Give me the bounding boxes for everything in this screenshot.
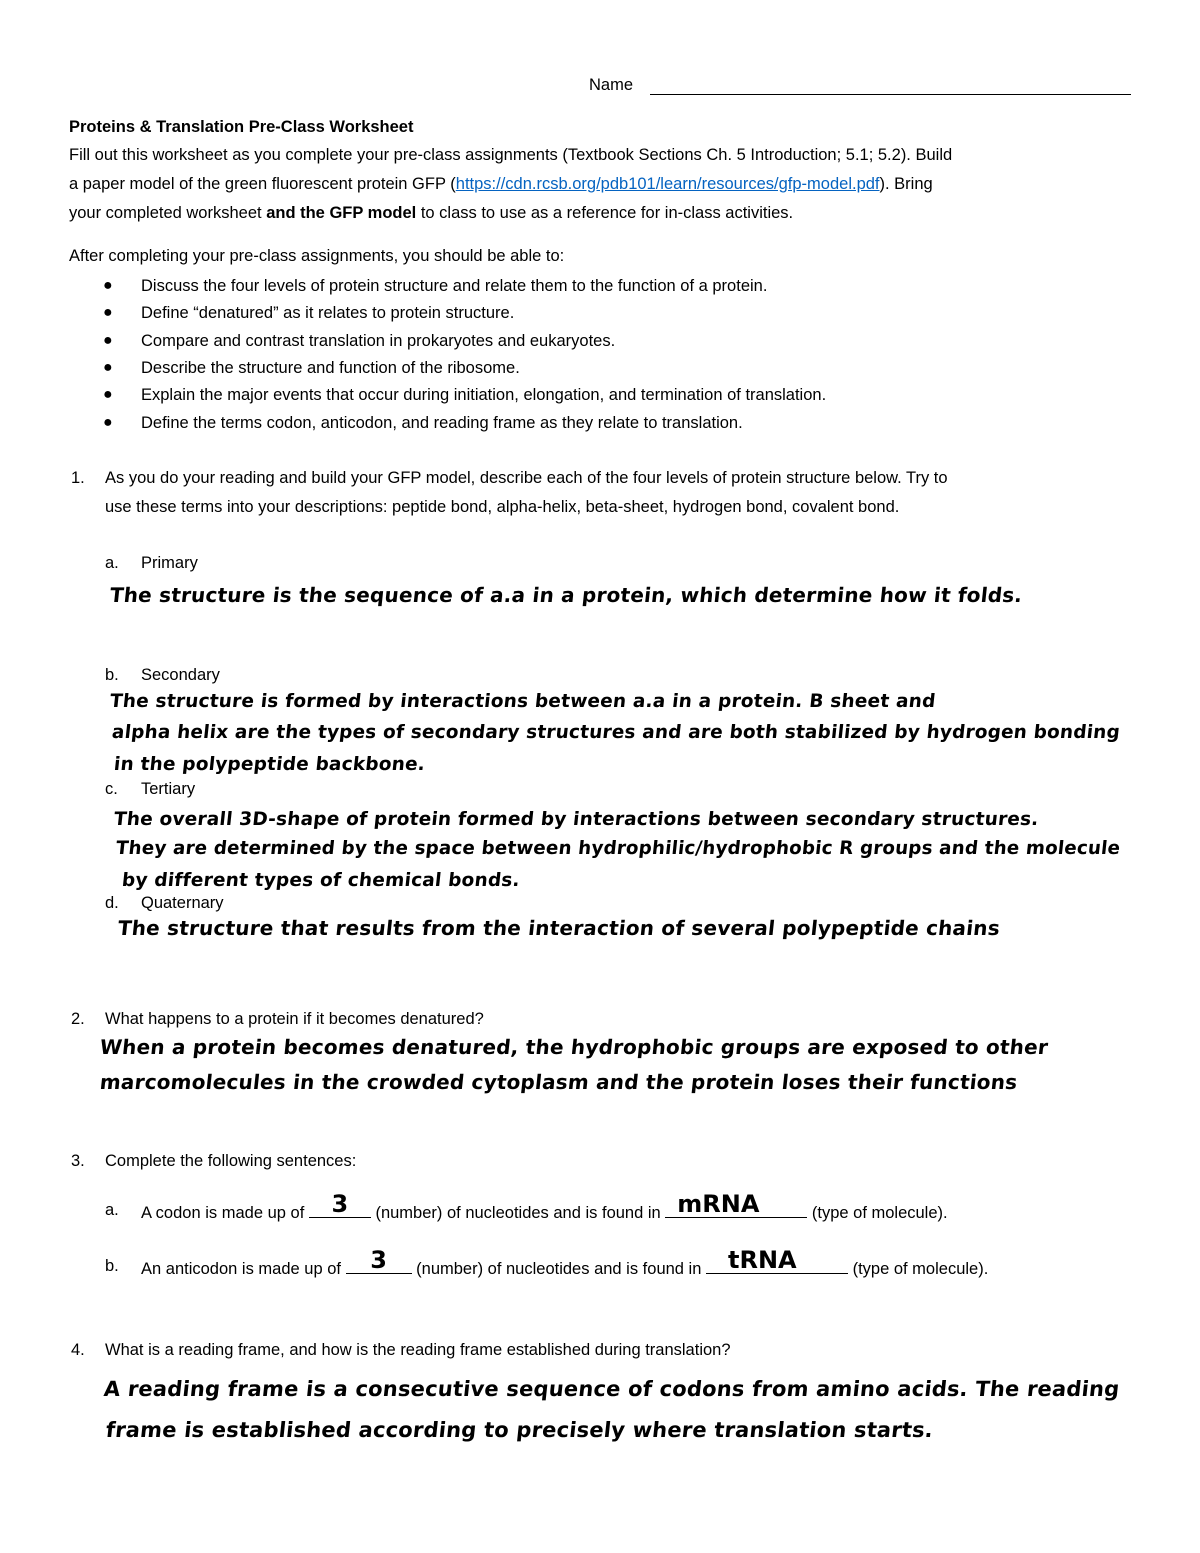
q1-prompt-line-1: As you do your reading and build your GFP model, describe each of the four levels of protein structure below. Try to bbox=[105, 469, 948, 487]
q1d-title: Quaternary bbox=[141, 894, 224, 912]
bullet-dot: ● bbox=[103, 414, 113, 431]
codon-molecule-blank[interactable] bbox=[665, 1190, 807, 1218]
objective-item: Explain the major events that occur during initiation, elongation, and termination of translation. bbox=[141, 386, 827, 404]
bullet-dot: ● bbox=[103, 386, 113, 403]
gfp-model-link[interactable]: https://cdn.rcsb.org/pdb101/learn/resources/gfp-model.pdf bbox=[455, 175, 880, 193]
q1b-answer-line-1: The structure is formed by interactions between a.a in a protein. B sheet and bbox=[108, 691, 937, 712]
intro-line-1: Fill out this worksheet as you complete your pre-class assignments (Textbook Sections Ch. 5 Introduction; 5.1; 5.2). Build bbox=[69, 146, 953, 164]
q2-answer-line-1: When a protein becomes denatured, the hydrophobic groups are exposed to other bbox=[98, 1035, 1050, 1059]
q1c-answer-line-1: The overall 3D-shape of protein formed by interactions between secondary structures. bbox=[112, 809, 1040, 830]
q1b-answer-line-3: in the polypeptide backbone. bbox=[112, 754, 427, 775]
q2-answer-line-2: marcomolecules in the crowded cytoplasm and the protein loses their functions bbox=[98, 1070, 1019, 1094]
q3b-sentence: An anticodon is made up of 3 (number) of nucleotides and is found in tRNA (type of molecule). bbox=[141, 1246, 989, 1278]
q3a-sentence: A codon is made up of 3 (number) of nucleotides and is found in mRNA (type of molecule). bbox=[141, 1190, 948, 1222]
objective-item: Describe the structure and function of the ribosome. bbox=[141, 359, 520, 377]
q1d-answer: The structure that results from the interaction of several polypeptide chains bbox=[116, 916, 1002, 940]
q1b-title: Secondary bbox=[141, 666, 220, 684]
objective-item: Define the terms codon, anticodon, and reading frame as they relate to translation. bbox=[141, 414, 743, 432]
codon-count-blank[interactable] bbox=[309, 1190, 371, 1218]
objective-item: Compare and contrast translation in prokaryotes and eukaryotes. bbox=[141, 332, 616, 350]
q1c-title: Tertiary bbox=[141, 780, 196, 798]
anticodon-count-blank[interactable] bbox=[346, 1246, 412, 1274]
q1-number: 1. bbox=[71, 469, 85, 487]
q4-answer-line-1: A reading frame is a consecutive sequence of codons from amino acids. The reading bbox=[102, 1377, 1121, 1401]
q2-number: 2. bbox=[71, 1010, 85, 1028]
q1-prompt-line-2: use these terms into your descriptions: peptide bond, alpha-helix, beta-sheet, hydrogen bond, covalent bond. bbox=[105, 498, 900, 516]
bullet-dot: ● bbox=[103, 359, 113, 376]
objective-item: Define “denatured” as it relates to protein structure. bbox=[141, 304, 515, 322]
codon-count-answer: 3 bbox=[331, 1190, 349, 1218]
q4-prompt: What is a reading frame, and how is the reading frame established during translation? bbox=[105, 1341, 731, 1359]
q2-prompt: What happens to a protein if it becomes denatured? bbox=[105, 1010, 484, 1028]
q1a-answer: The structure is the sequence of a.a in a protein, which determine how it folds. bbox=[108, 583, 1024, 607]
q3-prompt: Complete the following sentences: bbox=[105, 1152, 357, 1170]
codon-molecule-answer: mRNA bbox=[677, 1190, 760, 1218]
objective-item: Discuss the four levels of protein structure and relate them to the function of a protein. bbox=[141, 277, 768, 295]
name-input-line[interactable] bbox=[650, 94, 1131, 95]
q4-answer-line-2: frame is established according to precisely where translation starts. bbox=[104, 1418, 935, 1442]
bullet-dot: ● bbox=[103, 332, 113, 349]
q1b-answer-line-2: alpha helix are the types of secondary structures and are both stabilized by hydrogen bonding bbox=[110, 722, 1122, 743]
q1b-label: b. bbox=[105, 666, 119, 684]
intro-line-3: your completed worksheet and the GFP model to class to use as a reference for in-class activities. bbox=[69, 204, 794, 222]
anticodon-count-answer: 3 bbox=[370, 1246, 387, 1274]
worksheet-title: Proteins & Translation Pre-Class Worksheet bbox=[69, 118, 414, 136]
q3-number: 3. bbox=[71, 1152, 85, 1170]
q1c-answer-line-2: They are determined by the space between hydrophilic/hydrophobic R groups and the molecule bbox=[114, 838, 1122, 859]
q1c-answer-line-3: by different types of chemical bonds. bbox=[120, 870, 521, 891]
bullet-dot: ● bbox=[103, 277, 113, 294]
q3b-label: b. bbox=[105, 1257, 119, 1275]
q1d-label: d. bbox=[105, 894, 119, 912]
anticodon-molecule-blank[interactable] bbox=[706, 1246, 848, 1274]
name-label: Name bbox=[589, 76, 634, 94]
objectives-lead: After completing your pre-class assignments, you should be able to: bbox=[69, 247, 565, 265]
q1a-title: Primary bbox=[141, 554, 198, 572]
q1a-label: a. bbox=[105, 554, 119, 572]
q3a-label: a. bbox=[105, 1201, 119, 1219]
bullet-dot: ● bbox=[103, 304, 113, 321]
intro-line-2: a paper model of the green fluorescent protein GFP (https://cdn.rcsb.org/pdb101/learn/resources/gfp-model.pdf). Bring bbox=[69, 175, 933, 193]
q1c-label: c. bbox=[105, 780, 118, 798]
anticodon-molecule-answer: tRNA bbox=[727, 1246, 797, 1274]
q4-number: 4. bbox=[71, 1341, 85, 1359]
